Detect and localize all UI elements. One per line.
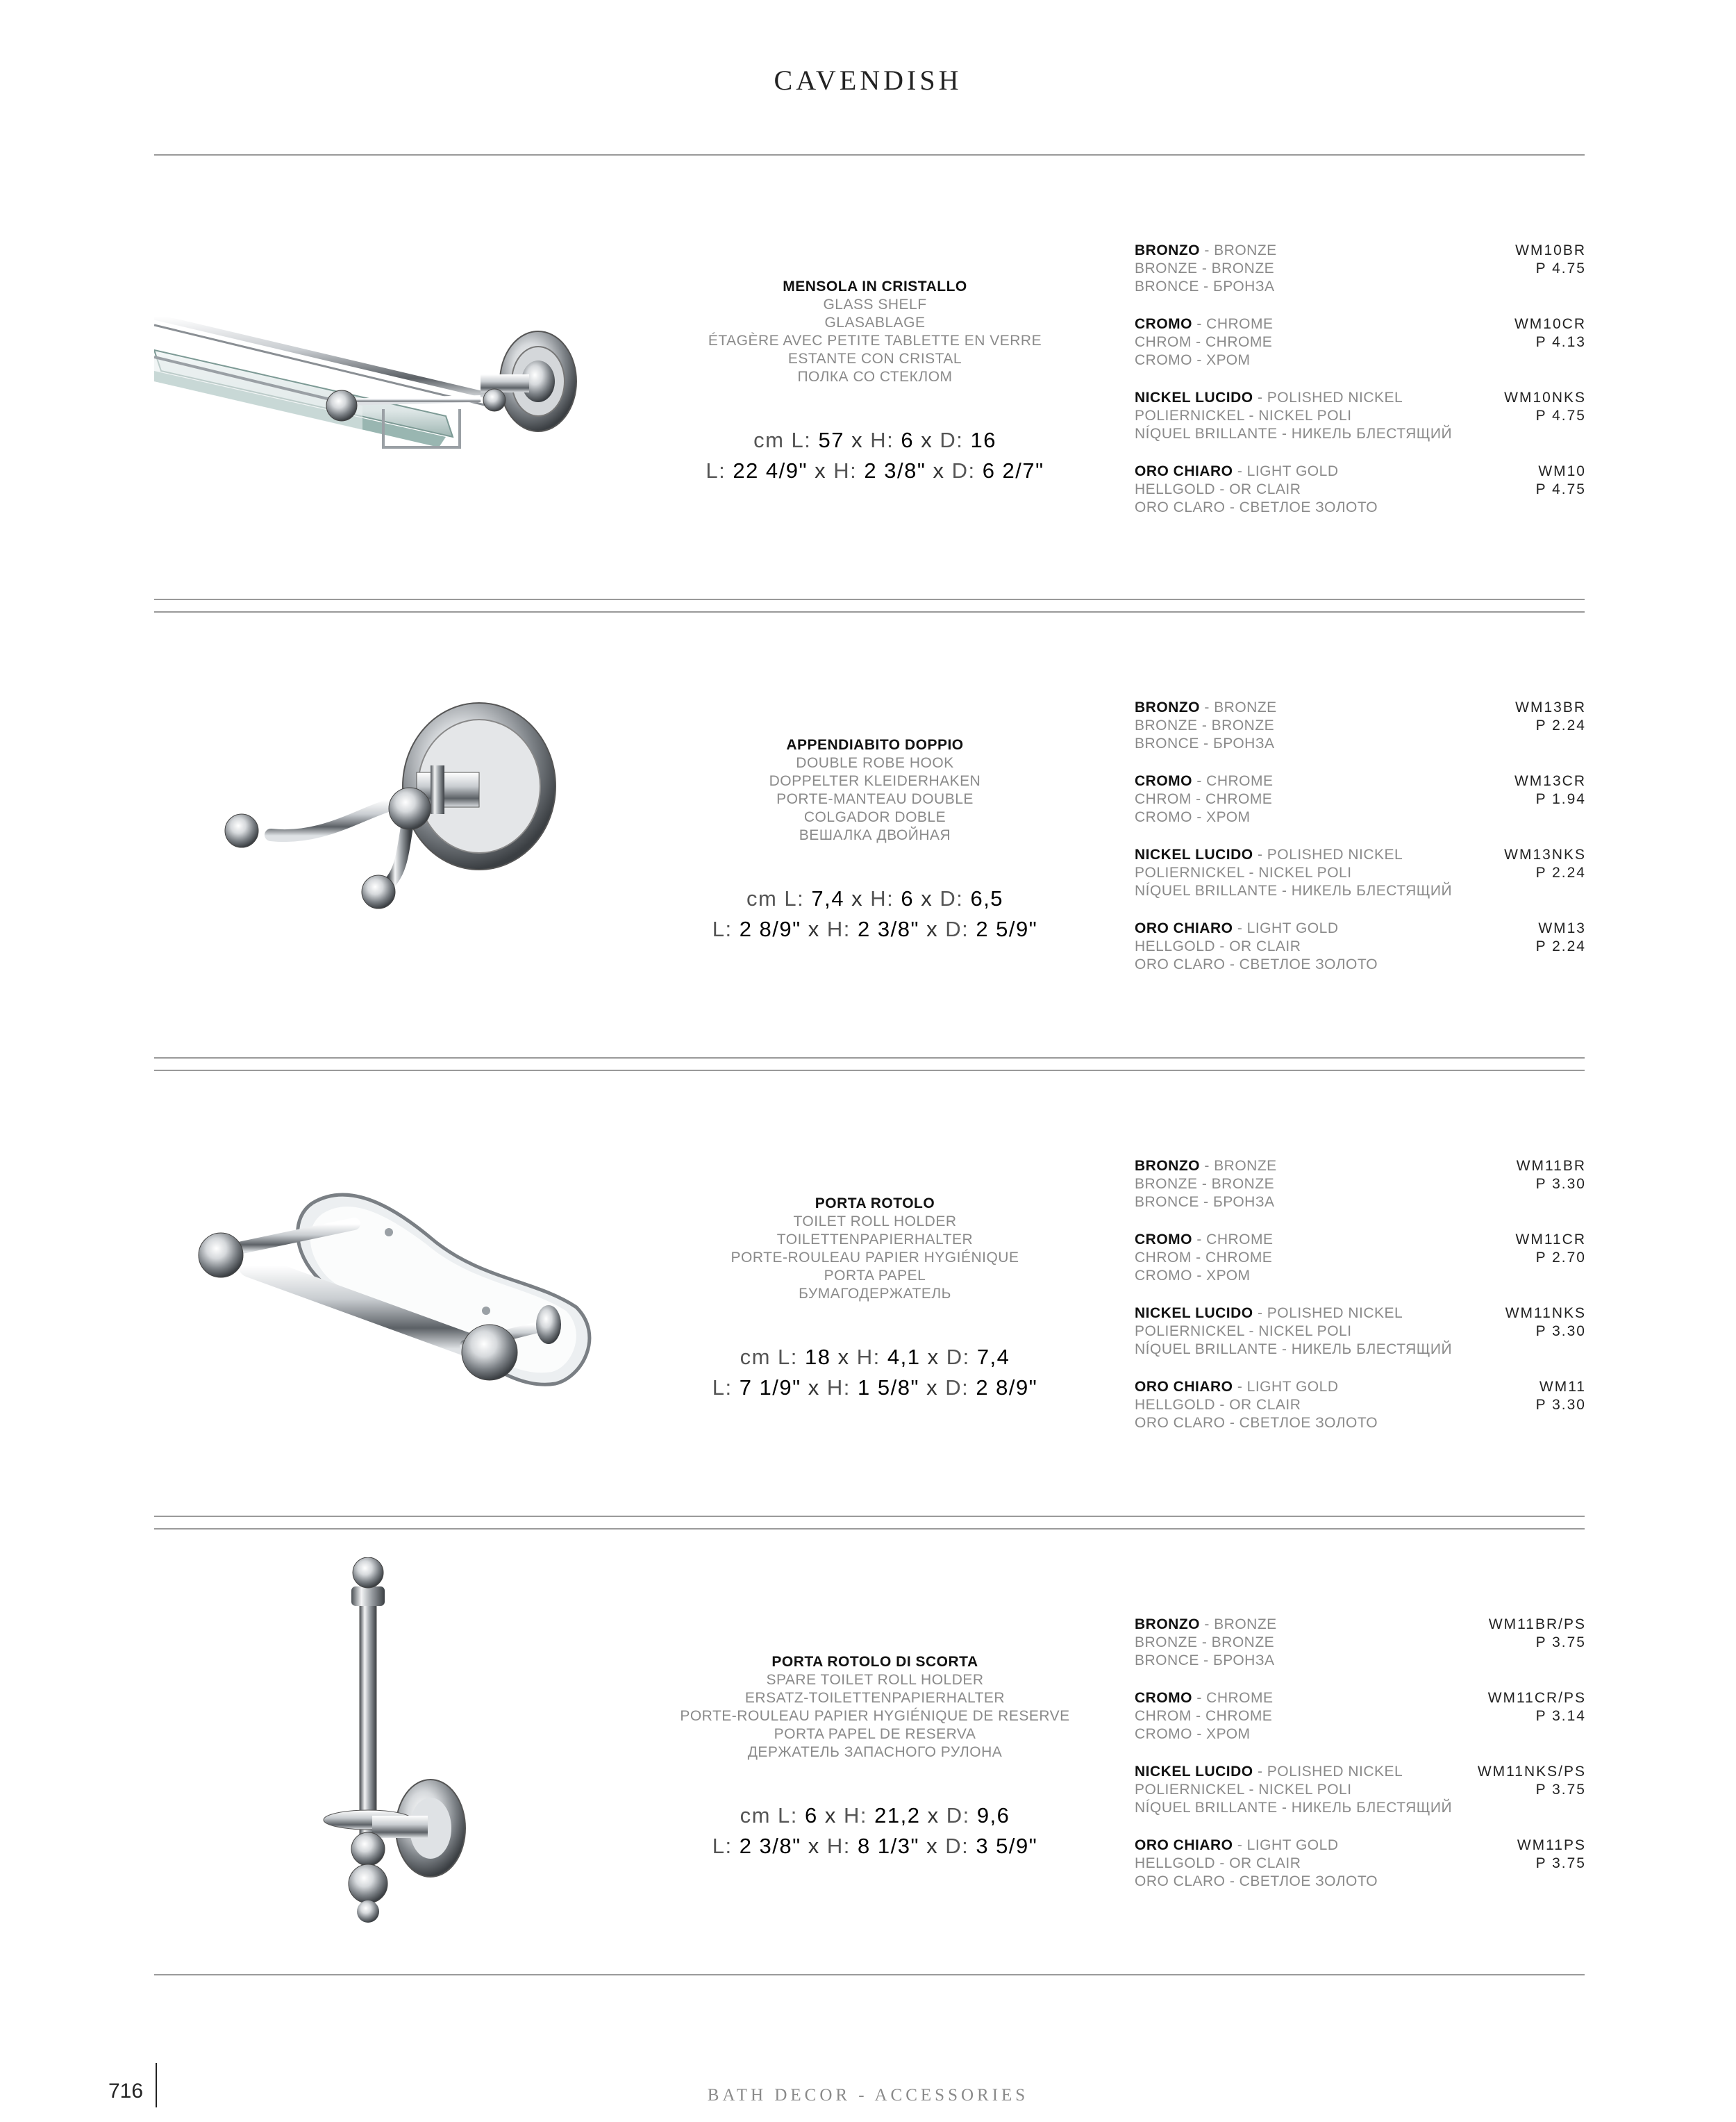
product-translation: COLGADOR DOBLE xyxy=(803,809,946,825)
divider xyxy=(154,1516,1585,1517)
product-name: PORTA ROTOLO xyxy=(815,1195,935,1211)
finish-item: BRONZO - BRONZE BRONZE - BRONZE BRONCE - БРОНЗА WM11BR/PS P 3.75 xyxy=(1135,1616,1586,1668)
finish-item: BRONZO - BRONZE BRONZE - BRONZE BRONCE - БРОНЗА WM13BR P 2.24 xyxy=(1135,699,1586,752)
product-translation: DOPPELTER KLEIDERHAKEN xyxy=(769,773,981,789)
dimensions-inch: L: 22 4/9" x H: 2 3/8" x D: 6 2/7" xyxy=(706,458,1044,483)
product-translation: PORTE-ROULEAU PAPIER HYGIÉNIQUE xyxy=(731,1250,1019,1266)
finish-item: NICKEL LUCIDO - POLISHED NICKEL POLIERNICKEL - NICKEL POLI NÍQUEL BRILLANTE - НИКЕЛЬ БЛЕСТЯЩИЙ WM13NKS P 2.24 xyxy=(1135,847,1586,899)
finish-item: ORO CHIARO - LIGHT GOLD HELLGOLD - OR CLAIR ORO CLARO - СВЕТЛОЕ ЗОЛОТО WM11PS P 3.75 xyxy=(1135,1837,1586,1889)
finish-item: ORO CHIARO - LIGHT GOLD HELLGOLD - OR CLAIR ORO CLARO - СВЕТЛОЕ ЗОЛОТО WM10 P 4.75 xyxy=(1135,463,1586,515)
dimensions-cm: cm L: 18 x H: 4,1 x D: 7,4 xyxy=(740,1345,1010,1369)
product-code: WM11 xyxy=(1539,1379,1586,1395)
price: P 2.70 xyxy=(1535,1250,1586,1266)
product-code: WM13NKS xyxy=(1504,847,1586,863)
product-translation: ВЕШАЛКА ДВОЙНАЯ xyxy=(799,827,951,843)
product-translation: ПОЛКА СО СТЕКЛОМ xyxy=(797,369,953,385)
product-name: PORTA ROTOLO DI SCORTA xyxy=(771,1654,978,1670)
price: P 2.24 xyxy=(1535,938,1586,954)
product-code: WM13 xyxy=(1538,920,1586,936)
robe-hook-image xyxy=(208,696,569,932)
product-code: WM13BR xyxy=(1515,699,1586,715)
finish-item: NICKEL LUCIDO - POLISHED NICKEL POLIERNICKEL - NICKEL POLI NÍQUEL BRILLANTE - НИКЕЛЬ БЛЕСТЯЩИЙ WM10NKS P 4.75 xyxy=(1135,390,1586,442)
dimensions-cm: cm L: 6 x H: 21,2 x D: 9,6 xyxy=(740,1803,1010,1827)
product-code: WM10CR xyxy=(1514,316,1586,332)
product-translation: SPARE TOILET ROLL HOLDER xyxy=(766,1672,984,1688)
product-translation: GLASABLAGE xyxy=(824,315,926,331)
price: P 3.75 xyxy=(1535,1782,1586,1798)
finish-item: NICKEL LUCIDO - POLISHED NICKEL POLIERNICKEL - NICKEL POLI NÍQUEL BRILLANTE - НИКЕЛЬ БЛЕСТЯЩИЙ WM11NKS/PS P 3.75 xyxy=(1135,1764,1586,1816)
price: P 4.75 xyxy=(1535,481,1586,497)
product-code: WM11CR/PS xyxy=(1487,1690,1586,1706)
product-dimensions xyxy=(625,1800,1125,1862)
product-section xyxy=(0,156,1736,600)
product-translation: ERSATZ-TOILETTENPAPIERHALTER xyxy=(744,1690,1005,1706)
product-translation: TOILETTENPAPIERHALTER xyxy=(776,1232,974,1247)
product-translation: PORTE-ROULEAU PAPIER HYGIÉNIQUE DE RESERVE xyxy=(680,1708,1070,1724)
page-number: 716 xyxy=(108,2080,144,2103)
product-code: WM10NKS xyxy=(1504,390,1586,406)
product-translation: ДЕРЖАТЕЛЬ ЗАПАСНОГО РУЛОНА xyxy=(747,1744,1003,1760)
finish-item: NICKEL LUCIDO - POLISHED NICKEL POLIERNICKEL - NICKEL POLI NÍQUEL BRILLANTE - НИКЕЛЬ БЛЕСТЯЩИЙ WM11NKS P 3.30 xyxy=(1135,1305,1586,1357)
finish-item: CROMO - CHROME CHROM - CHROME CROMO - ХРОМ WM13CR P 1.94 xyxy=(1135,773,1586,825)
page-title: CAVENDISH xyxy=(774,65,962,96)
toilet-roll-holder-image xyxy=(187,1175,597,1411)
price: P 2.24 xyxy=(1535,865,1586,881)
dimensions-cm: cm L: 57 x H: 6 x D: 16 xyxy=(753,428,996,452)
product-names xyxy=(639,278,1111,386)
product-translation: DOUBLE ROBE HOOK xyxy=(796,755,954,771)
dimensions-inch: L: 2 3/8" x H: 8 1/3" x D: 3 5/9" xyxy=(712,1834,1038,1858)
product-code: WM11PS xyxy=(1517,1837,1586,1853)
finish-item: ORO CHIARO - LIGHT GOLD HELLGOLD - OR CLAIR ORO CLARO - СВЕТЛОЕ ЗОЛОТО WM13 P 2.24 xyxy=(1135,920,1586,972)
finish-item: ORO CHIARO - LIGHT GOLD HELLGOLD - OR CLAIR ORO CLARO - СВЕТЛОЕ ЗОЛОТО WM11 P 3.30 xyxy=(1135,1379,1586,1431)
divider xyxy=(154,1974,1585,1975)
product-code: WM11BR/PS xyxy=(1488,1616,1586,1632)
product-names xyxy=(639,1653,1111,1762)
product-section xyxy=(0,613,1736,1057)
dimensions-inch: L: 2 8/9" x H: 2 3/8" x D: 2 5/9" xyxy=(712,917,1038,941)
product-translation: ÉTAGÈRE AVEC PETITE TABLETTE EN VERRE xyxy=(708,333,1042,349)
price: P 3.75 xyxy=(1535,1634,1586,1650)
price: P 1.94 xyxy=(1535,791,1586,807)
product-name: APPENDIABITO DOPPIO xyxy=(786,737,964,753)
finish-list xyxy=(1135,699,1586,993)
product-translation: PORTE-MANTEAU DOUBLE xyxy=(776,791,974,807)
finish-item: CROMO - CHROME CHROM - CHROME CROMO - ХРОМ WM11CR/PS P 3.14 xyxy=(1135,1690,1586,1742)
product-code: WM10 xyxy=(1538,463,1586,479)
price: P 2.24 xyxy=(1535,718,1586,733)
product-code: WM11NKS xyxy=(1505,1305,1586,1321)
product-dimensions xyxy=(625,884,1125,945)
price: P 4.13 xyxy=(1535,334,1586,350)
glass-shelf-image xyxy=(154,295,599,531)
spare-roll-holder-image xyxy=(306,1557,486,1946)
price: P 4.75 xyxy=(1535,260,1586,276)
finish-item: BRONZO - BRONZE BRONZE - BRONZE BRONCE - БРОНЗА WM11BR P 3.30 xyxy=(1135,1158,1586,1210)
price: P 4.75 xyxy=(1535,408,1586,424)
product-code: WM10BR xyxy=(1515,242,1586,258)
product-code: WM11BR xyxy=(1516,1158,1586,1174)
finish-list xyxy=(1135,1616,1586,1910)
product-names xyxy=(639,736,1111,845)
product-translation: ESTANTE CON CRISTAL xyxy=(787,351,962,367)
dimensions-inch: L: 7 1/9" x H: 1 5/8" x D: 2 8/9" xyxy=(712,1375,1038,1400)
product-dimensions xyxy=(625,1342,1125,1403)
finish-list xyxy=(1135,242,1586,536)
divider xyxy=(154,1057,1585,1059)
product-code: WM11NKS/PS xyxy=(1477,1764,1586,1780)
product-translation: PORTA PAPEL xyxy=(824,1268,926,1284)
product-section xyxy=(0,1071,1736,1516)
dimensions-cm: cm L: 7,4 x H: 6 x D: 6,5 xyxy=(746,886,1004,911)
finish-item: BRONZO - BRONZE BRONZE - BRONZE BRONCE - БРОНЗА WM10BR P 4.75 xyxy=(1135,242,1586,295)
finish-list xyxy=(1135,1157,1586,1452)
product-names xyxy=(639,1195,1111,1303)
finish-item: CROMO - CHROME CHROM - CHROME CROMO - ХРОМ WM10CR P 4.13 xyxy=(1135,316,1586,368)
product-name: MENSOLA IN CRISTALLO xyxy=(783,279,967,295)
price: P 3.75 xyxy=(1535,1855,1586,1871)
product-translation: БУМАГОДЕРЖАТЕЛЬ xyxy=(799,1286,951,1302)
price: P 3.30 xyxy=(1535,1397,1586,1413)
price: P 3.30 xyxy=(1535,1323,1586,1339)
product-code: WM13CR xyxy=(1514,773,1586,789)
product-translation: GLASS SHELF xyxy=(823,297,927,313)
price: P 3.30 xyxy=(1535,1176,1586,1192)
product-dimensions xyxy=(625,425,1125,486)
product-translation: TOILET ROLL HOLDER xyxy=(793,1213,957,1229)
product-section xyxy=(0,1530,1736,1974)
product-code: WM11CR xyxy=(1515,1232,1586,1247)
product-translation: PORTA PAPEL DE RESERVA xyxy=(774,1726,976,1742)
finish-item: CROMO - CHROME CHROM - CHROME CROMO - ХРОМ WM11CR P 2.70 xyxy=(1135,1232,1586,1284)
footer-section-title: BATH DECOR - ACCESSORIES xyxy=(707,2086,1029,2105)
price: P 3.14 xyxy=(1535,1708,1586,1724)
